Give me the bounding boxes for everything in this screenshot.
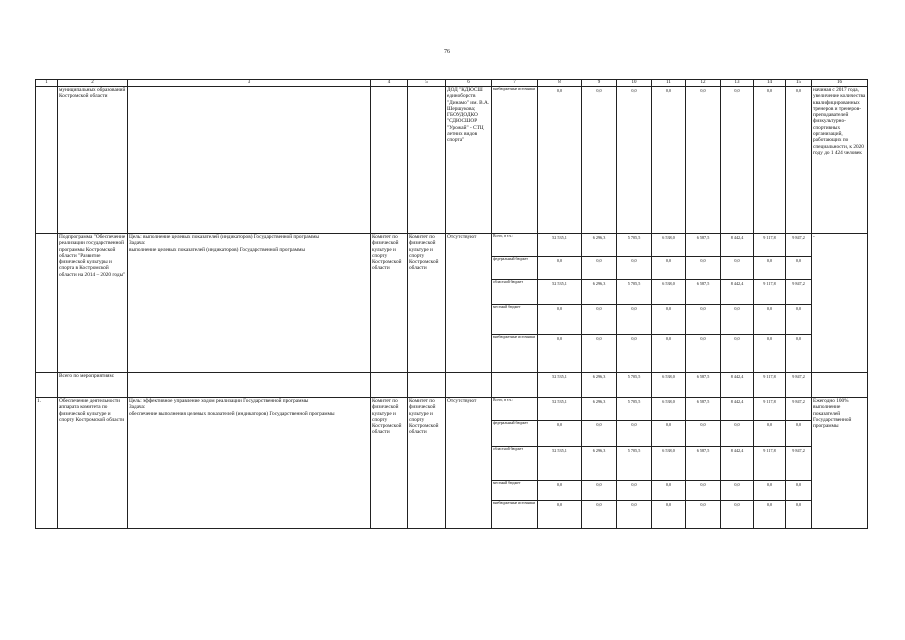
- cell-value: 5 705,5: [617, 398, 652, 421]
- cell-value: 6 538,0: [652, 447, 686, 481]
- cell-value: 8 442,4: [721, 373, 754, 398]
- cell-value: 0,0: [754, 87, 786, 234]
- cell-value: 0,0: [786, 257, 812, 280]
- cell-activity: Обеспечение деятельности аппарата комитета по физической культуре и спорту Костромской области: [58, 398, 128, 529]
- cell-value: 0,0: [686, 421, 721, 447]
- total-row: [36, 373, 868, 398]
- cell-value: 6 296,3: [582, 447, 617, 481]
- cell-value: 6 538,0: [652, 373, 686, 398]
- cell-value: 0,0: [617, 335, 652, 373]
- cell-value: 6 296,3: [582, 373, 617, 398]
- cell-number: 1.: [36, 398, 58, 529]
- cell-empty: [128, 373, 371, 398]
- cell-source: федеральный бюджет: [492, 257, 538, 280]
- cell-value: 0,0: [686, 257, 721, 280]
- cell-value: 0,0: [582, 87, 617, 234]
- cell-value: 9 847,2: [786, 280, 812, 305]
- cell-source: внебюджетные источники: [492, 87, 538, 234]
- cell-empty: [408, 87, 446, 234]
- cell-value: 6 587,5: [686, 234, 721, 257]
- col-number: 14: [754, 80, 786, 87]
- cell-source: федеральный бюджет: [492, 421, 538, 447]
- cell-value: 0,0: [721, 335, 754, 373]
- cell-value: 9 117,8: [754, 447, 786, 481]
- cell-empty: [492, 373, 538, 398]
- cell-activity: муниципальных образований Костромской области: [58, 87, 128, 234]
- cell-result: начиная с 2017 года, увеличение количества квалифицированных тренеров и тренеров-преподавателей физкультурно-спортивных организаций, работающих по специальности, к 2020 году до 1 424 человек: [812, 87, 868, 234]
- cell-source: Всего, в т.ч.:: [492, 398, 538, 421]
- cell-value: 0,0: [538, 87, 582, 234]
- cell-value: 0,0: [686, 335, 721, 373]
- cell-source: местный бюджет: [492, 481, 538, 501]
- cell-value: 0,0: [652, 305, 686, 335]
- cell-value: 52 535,1: [538, 373, 582, 398]
- cell-value: 0,0: [754, 501, 786, 529]
- cell-value: 0,0: [582, 257, 617, 280]
- cell-value: 0,0: [686, 87, 721, 234]
- cell-value: 9 847,2: [786, 373, 812, 398]
- cell-coexecutor: Отсутствуют: [446, 234, 492, 373]
- col-number: 3: [128, 80, 371, 87]
- cell-value: 0,0: [652, 257, 686, 280]
- cell-empty: [128, 87, 371, 234]
- cell-value: 6 296,3: [582, 398, 617, 421]
- cell-value: 0,0: [754, 305, 786, 335]
- cell-source: местный бюджет: [492, 305, 538, 335]
- cell-value: 5 705,5: [617, 234, 652, 257]
- cell-value: 0,0: [652, 87, 686, 234]
- cell-value: 0,0: [721, 87, 754, 234]
- cell-value: 0,0: [786, 421, 812, 447]
- cell-value: 0,0: [652, 481, 686, 501]
- cell-source: внебюджетные источники: [492, 501, 538, 529]
- cell-value: 8 442,4: [721, 280, 754, 305]
- col-number: 4: [371, 80, 408, 87]
- col-number: 6: [446, 80, 492, 87]
- cell-value: 0,0: [686, 305, 721, 335]
- financing-row: [36, 398, 868, 421]
- cell-total-label: Всего по мероприятиям:: [58, 373, 128, 398]
- cell-value: 5 705,5: [617, 447, 652, 481]
- col-number: 12: [686, 80, 721, 87]
- cell-value: 0,0: [721, 421, 754, 447]
- cell-value: 0,0: [786, 87, 812, 234]
- cell-source: внебюджетные источники: [492, 335, 538, 373]
- col-number: 2: [58, 80, 128, 87]
- cell-value: 0,0: [786, 335, 812, 373]
- financing-row: [36, 234, 868, 257]
- cell-value: 0,0: [617, 305, 652, 335]
- cell-value: 0,0: [652, 335, 686, 373]
- cell-value: 0,0: [721, 305, 754, 335]
- cell-value: 0,0: [538, 421, 582, 447]
- cell-empty: [371, 87, 408, 234]
- cell-value: 6 296,3: [582, 280, 617, 305]
- cell-value: 0,0: [652, 421, 686, 447]
- cell-value: 9 847,2: [786, 447, 812, 481]
- cell-value: 52 535,1: [538, 398, 582, 421]
- cell-value: 0,0: [538, 481, 582, 501]
- cell-value: 9 117,8: [754, 234, 786, 257]
- cell-goal: Цель: выполнение целевых показателей (индикаторов) Государственной программы Задача: выполнение целевых показателей (индикаторов) Государственной программы: [128, 234, 371, 373]
- cell-value: 6 587,5: [686, 280, 721, 305]
- cell-value: 6 538,0: [652, 234, 686, 257]
- program-table: [35, 79, 868, 529]
- cell-value: 9 847,2: [786, 398, 812, 421]
- cell-value: 0,0: [582, 335, 617, 373]
- cell-value: 0,0: [582, 501, 617, 529]
- cell-value: 0,0: [721, 481, 754, 501]
- cell-value: 6 538,0: [652, 280, 686, 305]
- col-number: 13: [721, 80, 754, 87]
- cell-value: 0,0: [617, 257, 652, 280]
- col-number: 15: [786, 80, 812, 87]
- cell-empty: [408, 373, 446, 398]
- cell-value: 0,0: [786, 305, 812, 335]
- cell-value: 0,0: [582, 421, 617, 447]
- cell-value: 0,0: [754, 421, 786, 447]
- cell-value: 0,0: [617, 421, 652, 447]
- col-number: 8: [538, 80, 582, 87]
- cell-value: 0,0: [652, 501, 686, 529]
- cell-value: 0,0: [754, 481, 786, 501]
- cell-value: 0,0: [582, 481, 617, 501]
- cell-value: 0,0: [686, 501, 721, 529]
- cell-value: 0,0: [786, 501, 812, 529]
- cell-executor: Комитет по физической культуре и спорту Костромской области: [408, 398, 446, 529]
- cell-value: 0,0: [538, 257, 582, 280]
- cell-value: 8 442,4: [721, 447, 754, 481]
- cell-number: [36, 234, 58, 373]
- cell-result: Ежегодно 100% выполнение показателей Государственной программы: [812, 398, 868, 529]
- cell-value: 0,0: [538, 305, 582, 335]
- cell-executor: Комитет по физической культуре и спорту Костромской области: [408, 234, 446, 373]
- cell-value: 6 587,5: [686, 398, 721, 421]
- cell-value: 5 705,5: [617, 280, 652, 305]
- cell-value: 9 117,8: [754, 280, 786, 305]
- cell-empty: [446, 373, 492, 398]
- column-number-row: [36, 80, 868, 87]
- cell-empty: [36, 87, 58, 234]
- cell-value: 8 442,4: [721, 398, 754, 421]
- cell-activity: Подпрограмма "Обеспечение реализации государственной программы Костромской области "Развитие физической культуры и спорта в Костромской области на 2014 – 2020 годы": [58, 234, 128, 373]
- cell-value: 6 587,5: [686, 447, 721, 481]
- cell-value: 0,0: [617, 501, 652, 529]
- cell-value: 9 847,2: [786, 234, 812, 257]
- cell-executor: ДОД "КДЮСШ единоборств "Динамо" им. В.А. Шершукова; ГБОУДОДКО "СДЮСШОР "Урожай" - СТЦ летних видов спорта": [446, 87, 492, 234]
- cell-value: 6 587,5: [686, 373, 721, 398]
- page-number: 76: [444, 49, 450, 55]
- cell-customer: Комитет по физической культуре и спорту Костромской области: [371, 234, 408, 373]
- cell-value: 0,0: [582, 305, 617, 335]
- cell-value: 0,0: [754, 335, 786, 373]
- cell-value: 0,0: [617, 87, 652, 234]
- col-number: 16: [812, 80, 868, 87]
- cell-value: 52 535,1: [538, 447, 582, 481]
- cell-value: 5 705,5: [617, 373, 652, 398]
- cell-source: областной бюджет: [492, 447, 538, 481]
- cell-source: областной бюджет: [492, 280, 538, 305]
- col-number: 5: [408, 80, 446, 87]
- cell-value: 0,0: [538, 335, 582, 373]
- cell-value: 0,0: [721, 257, 754, 280]
- cell-value: 52 535,1: [538, 234, 582, 257]
- cell-goal: Цель: эффективное управление ходом реализации Государственной программы Задача: обеспечение выполнения целевых показателей (индикаторов) Государственной программы: [128, 398, 371, 529]
- cell-value: 0,0: [786, 481, 812, 501]
- cell-value: 0,0: [686, 481, 721, 501]
- col-number: 1: [36, 80, 58, 87]
- cell-value: 0,0: [721, 501, 754, 529]
- cell-value: 6 296,3: [582, 234, 617, 257]
- cell-value: 0,0: [754, 257, 786, 280]
- col-number: 9: [582, 80, 617, 87]
- cell-value: 9 117,8: [754, 398, 786, 421]
- cell-empty: [36, 373, 58, 398]
- cell-result: -: [812, 234, 868, 373]
- cell-value: 0,0: [538, 501, 582, 529]
- col-number: 11: [652, 80, 686, 87]
- col-number: 7: [492, 80, 538, 87]
- cell-value: 9 117,8: [754, 373, 786, 398]
- cell-value: 8 442,4: [721, 234, 754, 257]
- cell-empty: [812, 373, 868, 398]
- cell-value: 0,0: [617, 481, 652, 501]
- cell-customer: Комитет по физической культуре и спорту Костромской области: [371, 398, 408, 529]
- cell-source: Всего, в т.ч.:: [492, 234, 538, 257]
- row-municipal: [36, 87, 868, 234]
- cell-empty: [371, 373, 408, 398]
- cell-value: 52 535,1: [538, 280, 582, 305]
- cell-coexecutor: Отсутствуют: [446, 398, 492, 529]
- col-number: 10: [617, 80, 652, 87]
- cell-value: 6 538,0: [652, 398, 686, 421]
